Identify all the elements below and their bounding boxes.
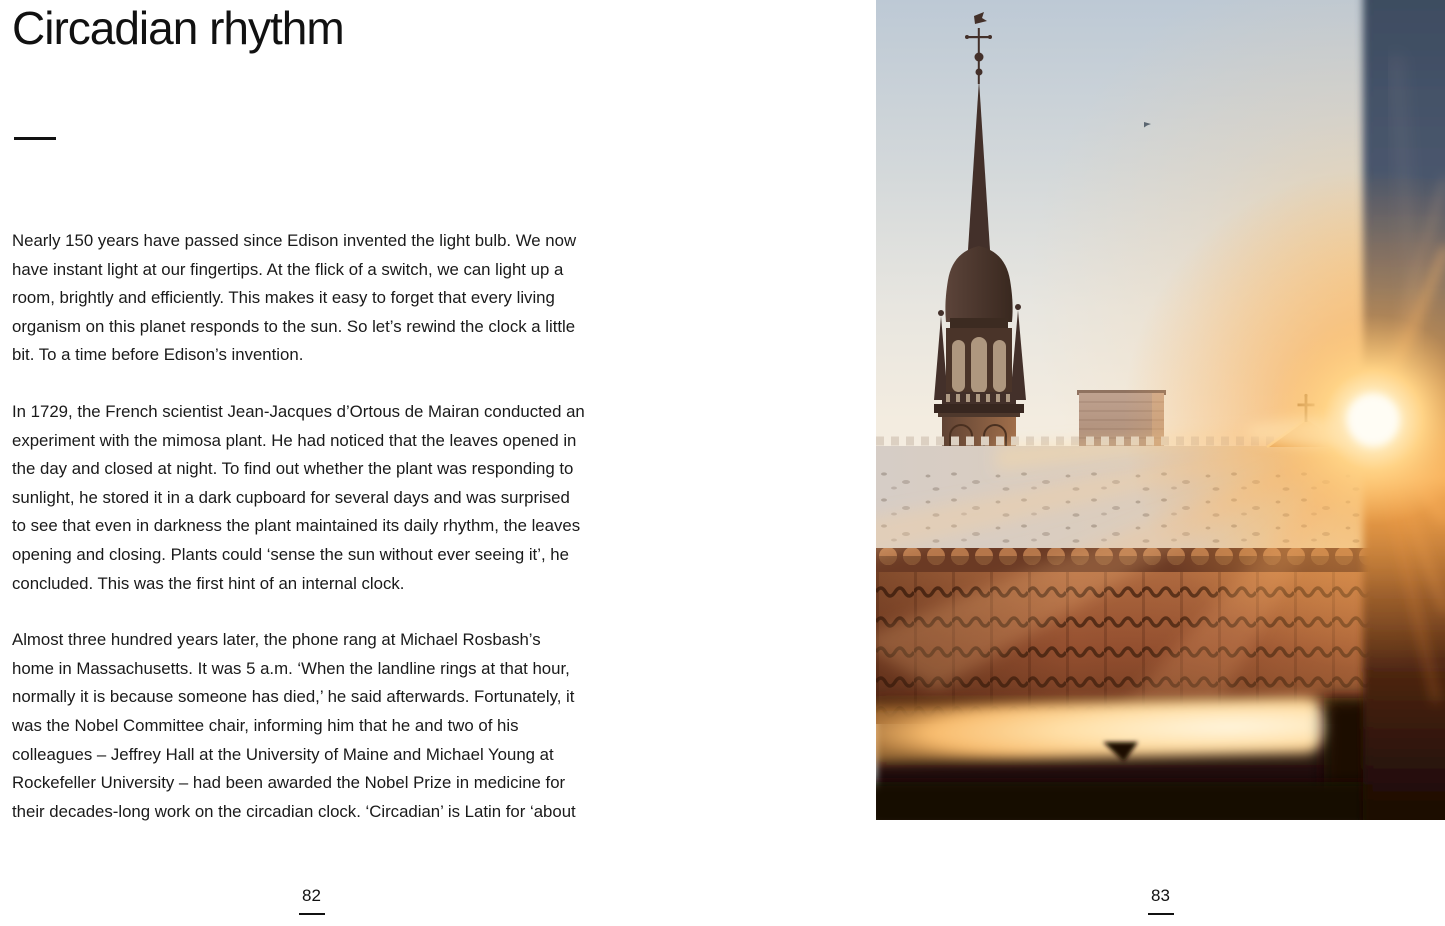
photo-church-spire-sunset — [876, 0, 1445, 820]
paragraph-mairan-mimosa: In 1729, the French scientist Jean-Jacques d’Ortous de Mairan conducted an experiment with the mimosa plant. He had noticed that the leaves opened in the day and closed at night. To find out whether the plant was responding to sunlight, he stored it in a dark cupboard for several days and was surprised to see that even in darkness the plant maintained its daily rhythm, the leaves opening and closing. Plants could ‘sense the sun without ever seeing it’, he concluded. This was the first hint of an internal clock. — [12, 401, 585, 593]
left-page-number-rule — [299, 913, 325, 915]
right-page-number: 83 — [1151, 886, 1170, 905]
paragraph-edison: Nearly 150 years have passed since Edison invented the light bulb. We now have instant light at our fingertips. At the flick of a switch, we can light up a room, brightly and efficiently. This makes it easy to forget that every living organism on this planet responds to the sun. So let’s rewind the clock a little bit. To a time before Edison’s invention. — [12, 231, 577, 365]
chapter-body-text — [12, 227, 587, 854]
left-page-footer — [24, 886, 599, 915]
chapter-title: Circadian rhythm — [12, 2, 344, 54]
left-page — [12, 0, 587, 926]
title-rule — [14, 137, 56, 140]
left-page-number: 82 — [302, 886, 321, 905]
paragraph-nobel-call: Almost three hundred years later, the phone rang at Michael Rosbash’s home in Massachusetts. It was 5 a.m. ‘When the landline rings at that hour, normally it is because someone has died,’ he said afterwards. Fortunately, it was the Nobel Committee chair, informing him that he and two of his colleagues – Jeffrey Hall at the University of Maine and Michael Young at Rockefeller University – had been awarded the Nobel Prize in medicine for their decades-long work on the circadian clock. ‘Circadian’ is Latin for ‘about — [12, 630, 576, 821]
glowing-sill — [876, 697, 1332, 764]
photo-illustration — [876, 0, 1445, 820]
right-page-number-rule — [1148, 913, 1174, 915]
right-page-footer — [876, 886, 1445, 915]
